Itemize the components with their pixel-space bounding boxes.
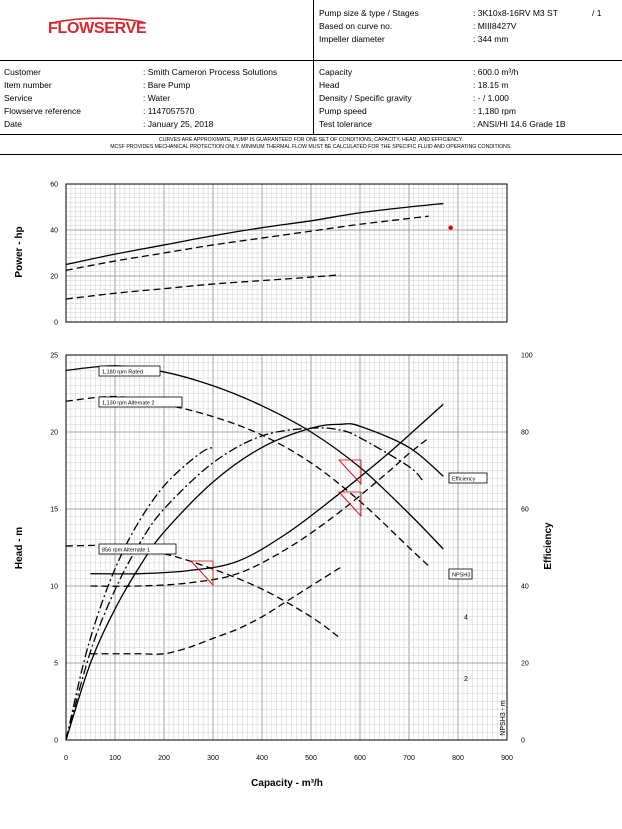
capacity-x-tick: 700	[403, 755, 415, 762]
head-y-tick: 10	[50, 583, 58, 591]
power-y-tick: 20	[50, 273, 58, 281]
power-y-tick: 60	[50, 181, 58, 189]
efficiency-y-tick: 40	[521, 583, 529, 591]
efficiency-y-tick: 60	[521, 506, 529, 514]
head-label: Head	[319, 80, 340, 90]
head-y-tick: 20	[50, 429, 58, 437]
disclaimer-line-2: MCSF PROVIDES MECHANICAL PROTECTION ONLY. MINIMUM THERMAL FLOW MUST BE CALCULATED FOR THE SPECIFIC FLUID AND OPERATING CONDITIONS.	[110, 144, 512, 150]
date-label: Date	[4, 119, 22, 129]
label-efficiency	[449, 473, 487, 483]
rated-point-marker	[448, 226, 452, 230]
curve-no-label: Based on curve no.	[319, 21, 393, 31]
svg-text:1,130 rpm Alternate 2: 1,130 rpm Alternate 2	[102, 400, 155, 407]
reference-label: Flowserve reference	[4, 106, 82, 116]
efficiency-axis-title: Efficiency	[543, 522, 554, 570]
date-value: : January 25, 2018	[143, 119, 214, 129]
service-label: Service	[4, 93, 33, 103]
capacity-value: : 600.0 m³/h	[473, 67, 519, 77]
curve-series	[66, 204, 453, 740]
efficiency-y-tick: 20	[521, 660, 529, 668]
density-value: : - / 1.000	[473, 93, 509, 103]
head-axis-title: Head - m	[14, 526, 25, 570]
label-alternate-1	[99, 544, 176, 554]
power-y-tick: 0	[54, 319, 58, 327]
flowserve-logo: FLOWSERVE	[48, 20, 147, 37]
efficiency-curve-series-0	[66, 424, 443, 740]
npsh-axis-title: NPSH3 - m	[500, 700, 507, 736]
item-number-label: Item number	[4, 80, 52, 90]
tolerance-value: : ANSI/HI 14.6 Grade 1B	[473, 119, 566, 129]
capacity-label: Capacity	[319, 67, 353, 77]
label-alternate-2	[99, 397, 182, 407]
pump-speed-value: : 1,180 rpm	[473, 106, 516, 116]
efficiency-y-tick: 80	[521, 429, 529, 437]
capacity-x-tick: 500	[305, 755, 317, 762]
pump-size-value: : 3K10x8-16RV M3 ST	[473, 8, 558, 18]
capacity-x-tick: 400	[256, 755, 268, 762]
impeller-label: Impeller diameter	[319, 34, 385, 44]
disclaimer-line-1: CURVES ARE APPROXIMATE, PUMP IS GUARANTEED FOR ONE SET OF CONDITIONS; CAPACITY, HEAD, AND EFFICIENCY.	[158, 137, 463, 143]
item-number-value: : Bare Pump	[143, 80, 191, 90]
svg-text:856 rpm Alternate 1: 856 rpm Alternate 1	[102, 547, 151, 554]
efficiency-y-tick: 0	[521, 737, 525, 745]
npsh-y-tick: 4	[464, 614, 468, 622]
capacity-x-tick: 100	[109, 755, 121, 762]
density-label: Density / Specific gravity	[319, 93, 412, 103]
pump-size-label: Pump size & type / Stages	[319, 8, 419, 18]
reference-value: : 1147057570	[143, 106, 195, 116]
capacity-x-tick: 600	[354, 755, 366, 762]
head-y-tick: 0	[54, 737, 58, 745]
stages-value: / 1	[592, 8, 602, 18]
capacity-x-tick: 800	[452, 755, 464, 762]
capacity-x-tick: 0	[64, 755, 68, 762]
head-value: : 18.15 m	[473, 80, 509, 90]
head-y-tick: 25	[50, 352, 58, 360]
tolerance-label: Test tolerance	[319, 119, 372, 129]
npsh-y-tick: 2	[464, 675, 468, 683]
power-curve-series-0	[66, 204, 443, 265]
head-y-tick: 5	[54, 660, 58, 668]
power-chart-grid	[66, 184, 507, 322]
pump-speed-label: Pump speed	[319, 106, 367, 116]
efficiency-y-tick: 100	[521, 352, 533, 360]
customer-value: : Smith Cameron Process Solutions	[143, 67, 278, 77]
label-npsh3	[449, 569, 472, 579]
capacity-axis-title: Capacity - m³/h	[251, 778, 323, 789]
capacity-x-tick: 300	[207, 755, 219, 762]
capacity-x-tick: 900	[501, 755, 513, 762]
capacity-x-tick: 200	[158, 755, 170, 762]
service-value: : Water	[143, 93, 171, 103]
power-y-tick: 40	[50, 227, 58, 235]
svg-text:1,180 rpm Rated: 1,180 rpm Rated	[102, 369, 143, 376]
impeller-value: : 344 mm	[473, 34, 509, 44]
customer-label: Customer	[4, 67, 41, 77]
power-axis-title: Power - hp	[14, 226, 25, 278]
svg-text:Efficiency: Efficiency	[452, 476, 476, 483]
label-rated	[99, 366, 160, 376]
curve-no-value: : MIII8427V	[473, 21, 517, 31]
head-y-tick: 15	[50, 506, 58, 514]
npsh3-curve-series-2	[91, 568, 341, 655]
svg-text:NPSH3: NPSH3	[452, 572, 471, 579]
